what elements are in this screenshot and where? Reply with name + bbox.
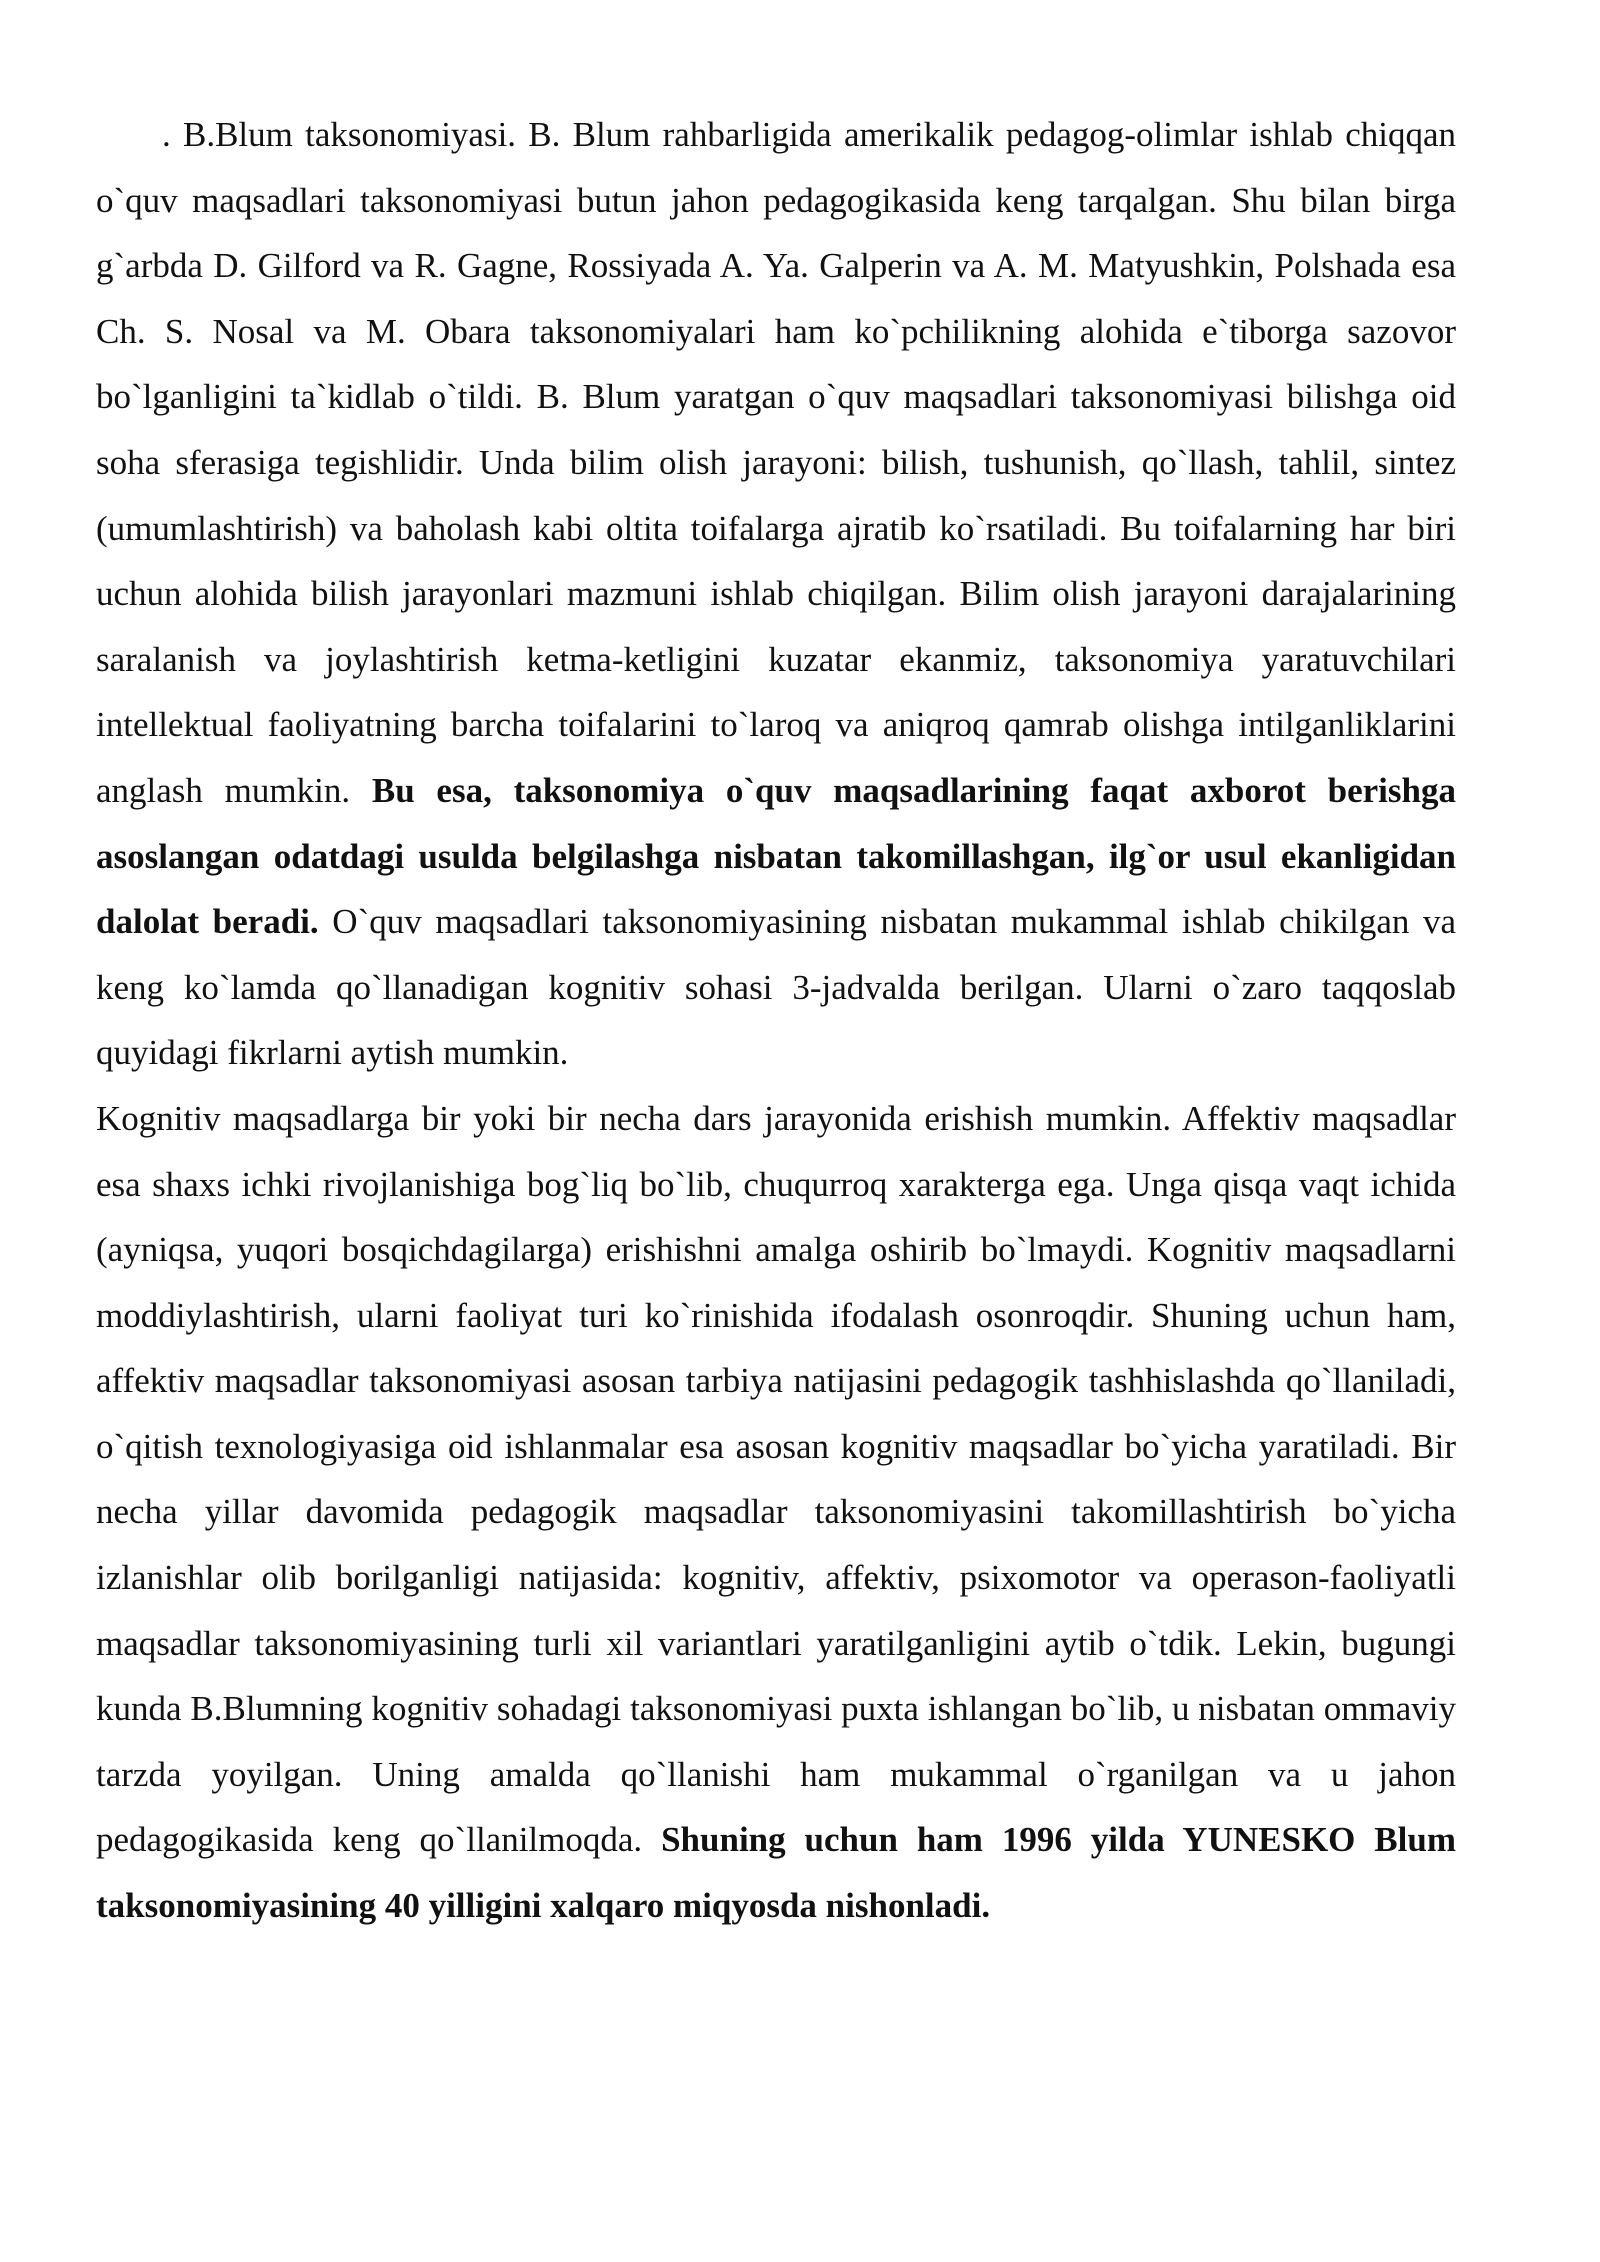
paragraph-blum-taxonomy <box>96 102 1456 1086</box>
paragraph-text: Kognitiv maqsadlarga bir yoki bir necha dars jarayonida erishish mumkin. Affektiv maqsadlar esa shaxs ichki rivojlanishiga bog`liq bo`lib, chuqurroq xarakterga ega. Unga qisqa vaqt ichida (ayniqsa, yuqori bosqichdagilarga) erishishni amalga oshirib bo`lmaydi. Kognitiv maqsadlarni moddiylashtirish, ularni faoliyat turi ko`rinishida ifodalash osonroqdir. Shuning uchun ham, affektiv maqsadlar taksonomiyasi asosan tarbiya natijasini pedagogik tashhislashda qo`llaniladi, o`qitish texnologiyasiga oid ishlanmalar esa asosan kognitiv maqsadlar bo`yicha yaratiladi. Bir necha yillar davomida pedagogik maqsadlar taksonomiyasini takomillashtirish bo`yicha izlanishlar olib borilganligi natijasida: kognitiv, affektiv, psixomotor va operason-faoliyatli maqsadlar taksonomiyasining turli xil variantlari yaratilganligini aytib o`tdik. Lekin, bugungi kunda B.Blumning kognitiv sohadagi taksonomiyasi puxta ishlangan bo`lib, u nisbatan ommaviy tarzda yoyilgan. Uning amalda qo`llanishi ham mukammal o`rganilgan va u jahon pedagogikasida keng qo`llanilmoqda. <box>96 1098 1456 1860</box>
bold-statement: Shuning uchun ham 1996 yilda YUNESKO Blum taksonomiyasining 40 yilligini xalqaro miqyosda nishonladi. <box>96 1820 1456 1926</box>
paragraph-cognitive-goals <box>96 1086 1456 1939</box>
paragraph-text: . B.Blum taksonomiyasi. B. Blum rahbarligida amerikalik pedagog-olimlar ishlab chiqqan o`quv maqsadlari taksonomiyasi butun jahon pedagogikasida keng tarqalgan. Shu bilan birga g`arbda D. Gilford va R. Gagne, Rossiyada A. Ya. Galperin va A. M. Matyushkin, Polshada esa Ch. S. Nosal va M. Obara taksonomiyalari ham ko`pchilikning alohida e`tiborga sazovor bo`lganligini ta`kidlab o`tildi. B. Blum yaratgan o`quv maqsadlari taksonomiyasi bilishga oid soha sferasiga tegishlidir. Unda bilim olish jarayoni: bilish, tushunish, qo`llash, tahlil, sintez (umumlashtirish) va baholash kabi oltita toifalarga ajratib ko`rsatiladi. Bu toifalarning har biri uchun alohida bilish jarayonlari mazmuni ishlab chiqilgan. Bilim olish jarayoni darajalarining saralanish va joylashtirish ketma-ketligini kuzatar ekanmiz, taksonomiya yaratuvchilari intellektual faoliyatning barcha toifalarini to`laroq va aniqroq qamrab olishga intilganliklarini anglash mumkin. <box>96 115 1456 810</box>
paragraph-text: O`quv maqsadlari taksonomiyasining nisbatan mukammal ishlab chikilgan va keng ko`lamda qo`llanadigan kognitiv sohasi 3-jadvalda berilgan. Ularni o`zaro taqqoslab quyidagi fikrlarni aytish mumkin. <box>96 902 1457 1073</box>
document-page <box>96 102 1456 1939</box>
bold-statement: Bu esa, taksonomiya o`quv maqsadlarining faqat axborot berishga asoslangan odatdagi usulda belgilashga nisbatan takomillashgan, ilg`or usul ekanligidan dalolat beradi. <box>96 770 1456 942</box>
